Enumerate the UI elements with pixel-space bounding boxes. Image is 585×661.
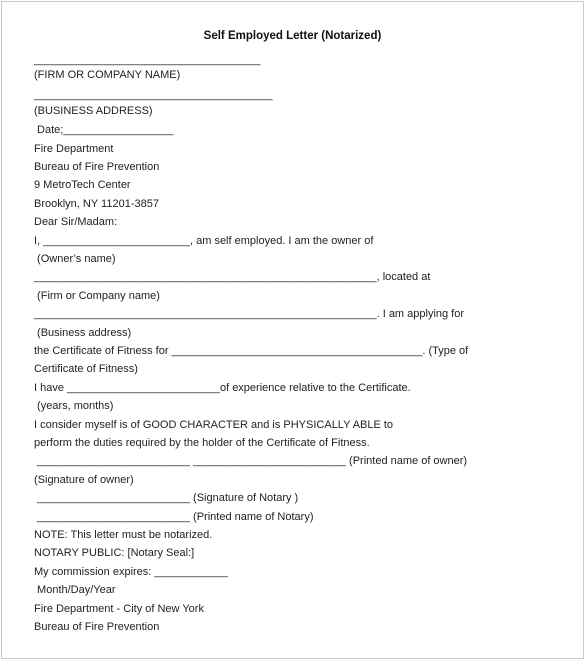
notary-public-line: NOTARY PUBLIC: [Notary Seal:] bbox=[34, 547, 195, 559]
recipient-line-2: Bureau of Fire Prevention bbox=[34, 161, 160, 173]
document-title: Self Employed Letter (Notarized) bbox=[203, 30, 382, 42]
date-format-label: Month/Day/Year bbox=[34, 584, 116, 596]
notary-signature-row: _________________________ (Signature of Notary ) bbox=[34, 492, 299, 504]
firm-name-label: (FIRM OR COMPANY NAME) bbox=[34, 69, 181, 81]
owner-statement-line: I, ________________________, am self employed. I am the owner of bbox=[34, 235, 374, 247]
firm-name-line: _____________________________________ bbox=[34, 54, 261, 66]
date-line: Date;__________________ bbox=[34, 124, 174, 136]
firm-company-label: (Firm or Company name) bbox=[34, 290, 160, 302]
document-page bbox=[1, 1, 584, 659]
business-address-label: (BUSINESS ADDRESS) bbox=[34, 105, 153, 117]
footer-line-2: Bureau of Fire Prevention bbox=[34, 621, 160, 633]
application-line: ________________________________________________________. I am applying for bbox=[34, 308, 465, 320]
notary-name-row: _________________________ (Printed name of Notary) bbox=[34, 511, 314, 523]
owner-signature-label: (Signature of owner) bbox=[34, 474, 134, 486]
certificate-line: the Certificate of Fitness for _________________________________________. (Type of bbox=[34, 345, 469, 357]
character-statement-line: I consider myself is of GOOD CHARACTER and is PHYSICALLY ABLE to bbox=[34, 419, 394, 431]
business-address-note: (Business address) bbox=[34, 327, 132, 339]
commission-expires-line: My commission expires: ____________ bbox=[34, 566, 228, 578]
recipient-line-1: Fire Department bbox=[34, 143, 114, 155]
owner-signature-row: _________________________ _________________________ (Printed name of owner) bbox=[34, 455, 468, 467]
certificate-label: Certificate of Fitness) bbox=[34, 363, 138, 375]
recipient-line-3: 9 MetroTech Center bbox=[34, 179, 131, 191]
notarization-note: NOTE: This letter must be notarized. bbox=[34, 529, 213, 541]
experience-line: I have _________________________of experience relative to the Certificate. bbox=[34, 382, 411, 394]
duties-statement-line: perform the duties required by the holder of the Certificate of Fitness. bbox=[34, 437, 370, 449]
firm-location-line: ________________________________________________________, located at bbox=[34, 271, 431, 283]
business-address-line: _______________________________________ bbox=[34, 89, 273, 101]
footer-line-1: Fire Department - City of New York bbox=[34, 603, 204, 615]
recipient-line-4: Brooklyn, NY 11201-3857 bbox=[34, 198, 159, 210]
years-months-label: (years, months) bbox=[34, 400, 114, 412]
owner-name-label: (Owner’s name) bbox=[34, 253, 116, 265]
salutation: Dear Sir/Madam: bbox=[34, 216, 118, 228]
